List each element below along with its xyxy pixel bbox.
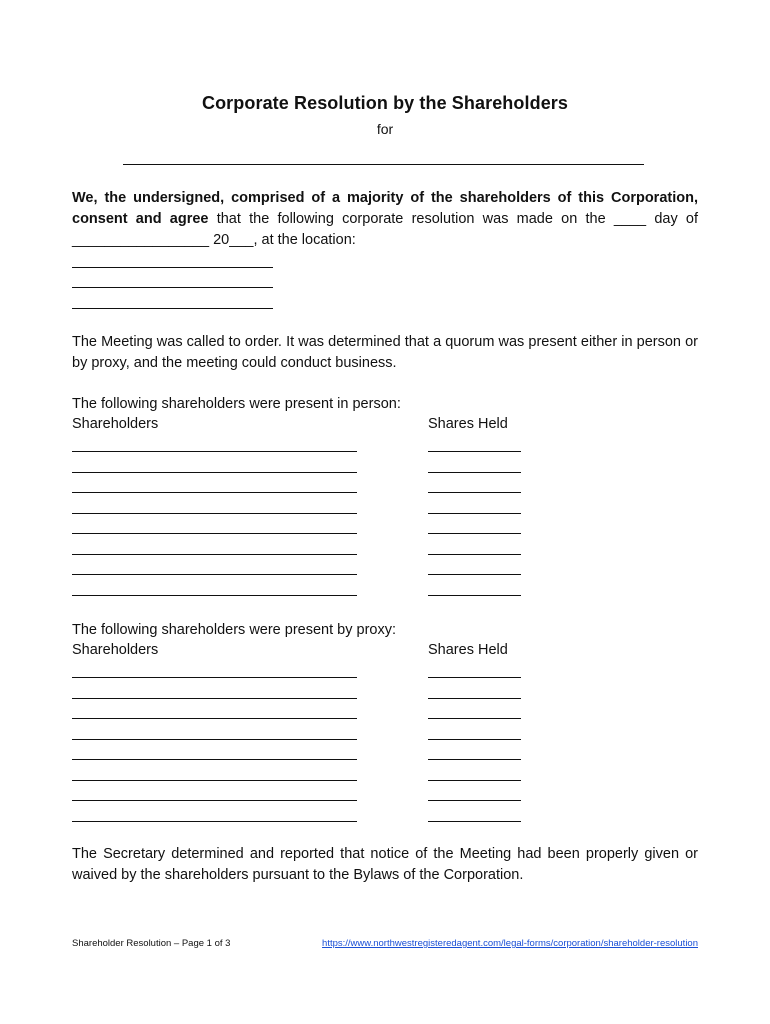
by-proxy-shareholders-header: Shareholders [72, 642, 159, 658]
location-line-1 [72, 267, 273, 268]
by-proxy-shareholder-line [72, 698, 357, 699]
by-proxy-shares-line [428, 780, 521, 781]
in-person-shares-line [428, 472, 521, 473]
intro-bold-text: We, the undersigned, comprised of a majority of the shareholders of this Corporation, consent and agree [72, 190, 698, 227]
by-proxy-shareholder-line [72, 677, 357, 678]
in-person-shareholder-line [72, 492, 357, 493]
by-proxy-shares-line [428, 739, 521, 740]
footer-page-label: Shareholder Resolution – Page 1 of 3 [72, 938, 231, 949]
in-person-shares-line [428, 513, 521, 514]
in-person-shares-line [428, 574, 521, 575]
by-proxy-shares-line [428, 759, 521, 760]
by-proxy-shares-line [428, 718, 521, 719]
in-person-shareholder-line [72, 533, 357, 534]
in-person-shareholder-line [72, 513, 357, 514]
by-proxy-shares-line [428, 698, 521, 699]
location-line-3 [72, 308, 273, 309]
by-proxy-shareholder-line [72, 780, 357, 781]
by-proxy-shareholder-line [72, 718, 357, 719]
in-person-heading: The following shareholders were present in person: [72, 396, 401, 412]
in-person-shares-line [428, 554, 521, 555]
by-proxy-shareholder-line [72, 759, 357, 760]
by-proxy-shares-line [428, 800, 521, 801]
by-proxy-shareholder-line [72, 821, 357, 822]
in-person-shareholder-line [72, 574, 357, 575]
intro-text: that the following corporate resolution was made on the ____ day of _________________ 20___, at the location: [72, 211, 699, 248]
in-person-shares-line [428, 492, 521, 493]
in-person-shareholders-header: Shareholders [72, 416, 159, 432]
in-person-shares-line [428, 595, 521, 596]
in-person-shareholder-line [72, 595, 357, 596]
in-person-shares-line [428, 451, 521, 452]
footer-source-link[interactable]: https://www.northwestregisteredagent.com/legal-forms/corporation/shareholder-resolution [322, 938, 698, 949]
by-proxy-shareholder-line [72, 739, 357, 740]
meeting-paragraph: The Meeting was called to order. It was determined that a quorum was present either in person or by proxy, and the meeting could conduct business. [72, 334, 698, 371]
by-proxy-shares-line [428, 821, 521, 822]
in-person-shareholder-line [72, 554, 357, 555]
in-person-shares-line [428, 533, 521, 534]
location-line-2 [72, 287, 273, 288]
by-proxy-shares-line [428, 677, 521, 678]
document-subtitle: for [376, 121, 394, 137]
document-title: Corporate Resolution by the Shareholders [201, 93, 569, 113]
in-person-shares-header: Shares Held [428, 416, 508, 432]
by-proxy-shareholder-line [72, 800, 357, 801]
in-person-shareholder-line [72, 472, 357, 473]
intro-paragraph [72, 188, 698, 251]
notice-paragraph: The Secretary determined and reported that notice of the Meeting had been properly given or waived by the shareholders pursuant to the Bylaws of the Corporation. [72, 846, 698, 883]
in-person-shareholder-line [72, 451, 357, 452]
corporation-name-line [123, 164, 644, 165]
by-proxy-heading: The following shareholders were present by proxy: [72, 622, 396, 638]
by-proxy-shares-header: Shares Held [428, 642, 508, 658]
